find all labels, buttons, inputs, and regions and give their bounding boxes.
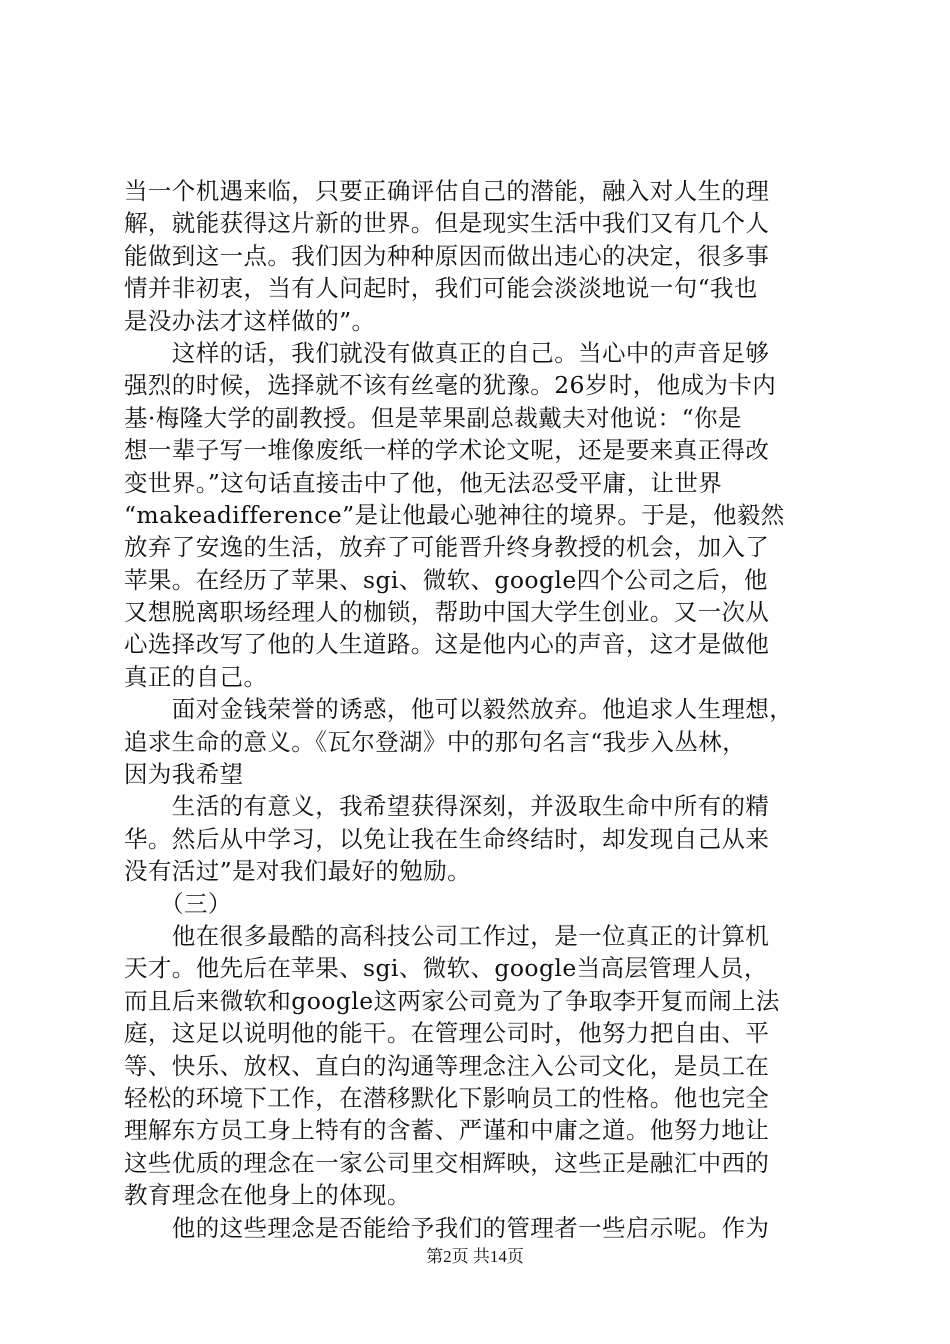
text-line: 是没办法才这样做的”。 (124, 306, 376, 335)
text-line: 轻松的环境下工作，在潜移默化下影响员工的性格。他也完全 (124, 1083, 770, 1112)
text-line: 解，就能获得这片新的世界。但是现实生活中我们又有几个人 (124, 209, 770, 238)
section-heading: （三） (124, 889, 232, 918)
text-line: 而且后来微软和google这两家公司竟为了争取李开复而闹上法 (124, 986, 780, 1015)
text-line: 变世界。”这句话直接击中了他，他无法忍受平庸，让世界 (124, 468, 723, 497)
text-line: 他的这些理念是否能给予我们的管理者一些启示呢。作为 (124, 1213, 770, 1242)
text-line: 当一个机遇来临，只要正确评估自己的潜能，融入对人生的理 (124, 177, 770, 205)
text-line: 生活的有意义，我希望获得深刻，并汲取生命中所有的精 (124, 792, 770, 821)
text-line: 这样的话，我们就没有做真正的自己。当心中的声音足够 (124, 338, 770, 367)
text-line: 等、快乐、放权、直白的沟通等理念注入公司文化，是员工在 (124, 1051, 770, 1080)
page-number-footer: 第2页 共14页 (426, 1247, 524, 1266)
text-line: 华。然后从中学习，以免让我在生命终结时，却发现自己从来 (124, 824, 770, 853)
text-line: 真正的自己。 (124, 662, 268, 691)
text-line: 这些优质的理念在一家公司里交相辉映，这些正是融汇中西的 (124, 1148, 770, 1177)
text-line: 理解东方员工身上特有的含蓄、严谨和中庸之道。他努力地让 (124, 1116, 770, 1145)
text-line: 放弃了安逸的生活，放弃了可能晋升终身教授的机会，加入了 (124, 533, 770, 562)
text-line: 基·梅隆大学的副教授。但是苹果副总裁戴夫对他说：“你是 (124, 403, 742, 432)
text-line: 又想脱离职场经理人的枷锁，帮助中国大学生创业。又一次从 (124, 598, 770, 627)
text-line: 心选择改写了他的人生道路。这是他内心的声音，这才是做他 (124, 630, 770, 659)
text-line: “makeadifference”是让他最心驰神往的境界。于是，他毅然 (124, 500, 785, 529)
text-line: 天才。他先后在苹果、sgi、微软、google当高层管理人员， (124, 954, 768, 983)
text-line: 苹果。在经历了苹果、sgi、微软、google四个公司之后，他 (124, 565, 768, 594)
text-line: 情并非初衷，当有人问起时，我们可能会淡淡地说一句“我也 (124, 274, 758, 303)
text-line: 面对金钱荣誉的诱惑，他可以毅然放弃。他追求人生理想， (124, 695, 794, 724)
text-line: 没有活过”是对我们最好的勉励。 (124, 857, 472, 886)
text-line: 他在很多最酷的高科技公司工作过，是一位真正的计算机 (124, 921, 770, 950)
text-line: 因为我希望 (124, 760, 244, 789)
body-text (124, 175, 844, 1244)
text-line: 追求生命的意义。《瓦尔登湖》中的那句名言“我步入丛林， (124, 727, 747, 756)
text-line: 强烈的时候，选择就不该有丝毫的犹豫。26岁时，他成为卡内 (124, 371, 777, 400)
text-line: 想一辈子写一堆像废纸一样的学术论文呢，还是要来真正得改 (124, 436, 770, 465)
text-line: 教育理念在他身上的体现。 (124, 1181, 411, 1210)
text-line: 能做到这一点。我们因为种种原因而做出违心的决定，很多事 (124, 241, 770, 270)
text-line: 庭，这足以说明他的能干。在管理公司时，他努力把自由、平 (124, 1019, 770, 1048)
